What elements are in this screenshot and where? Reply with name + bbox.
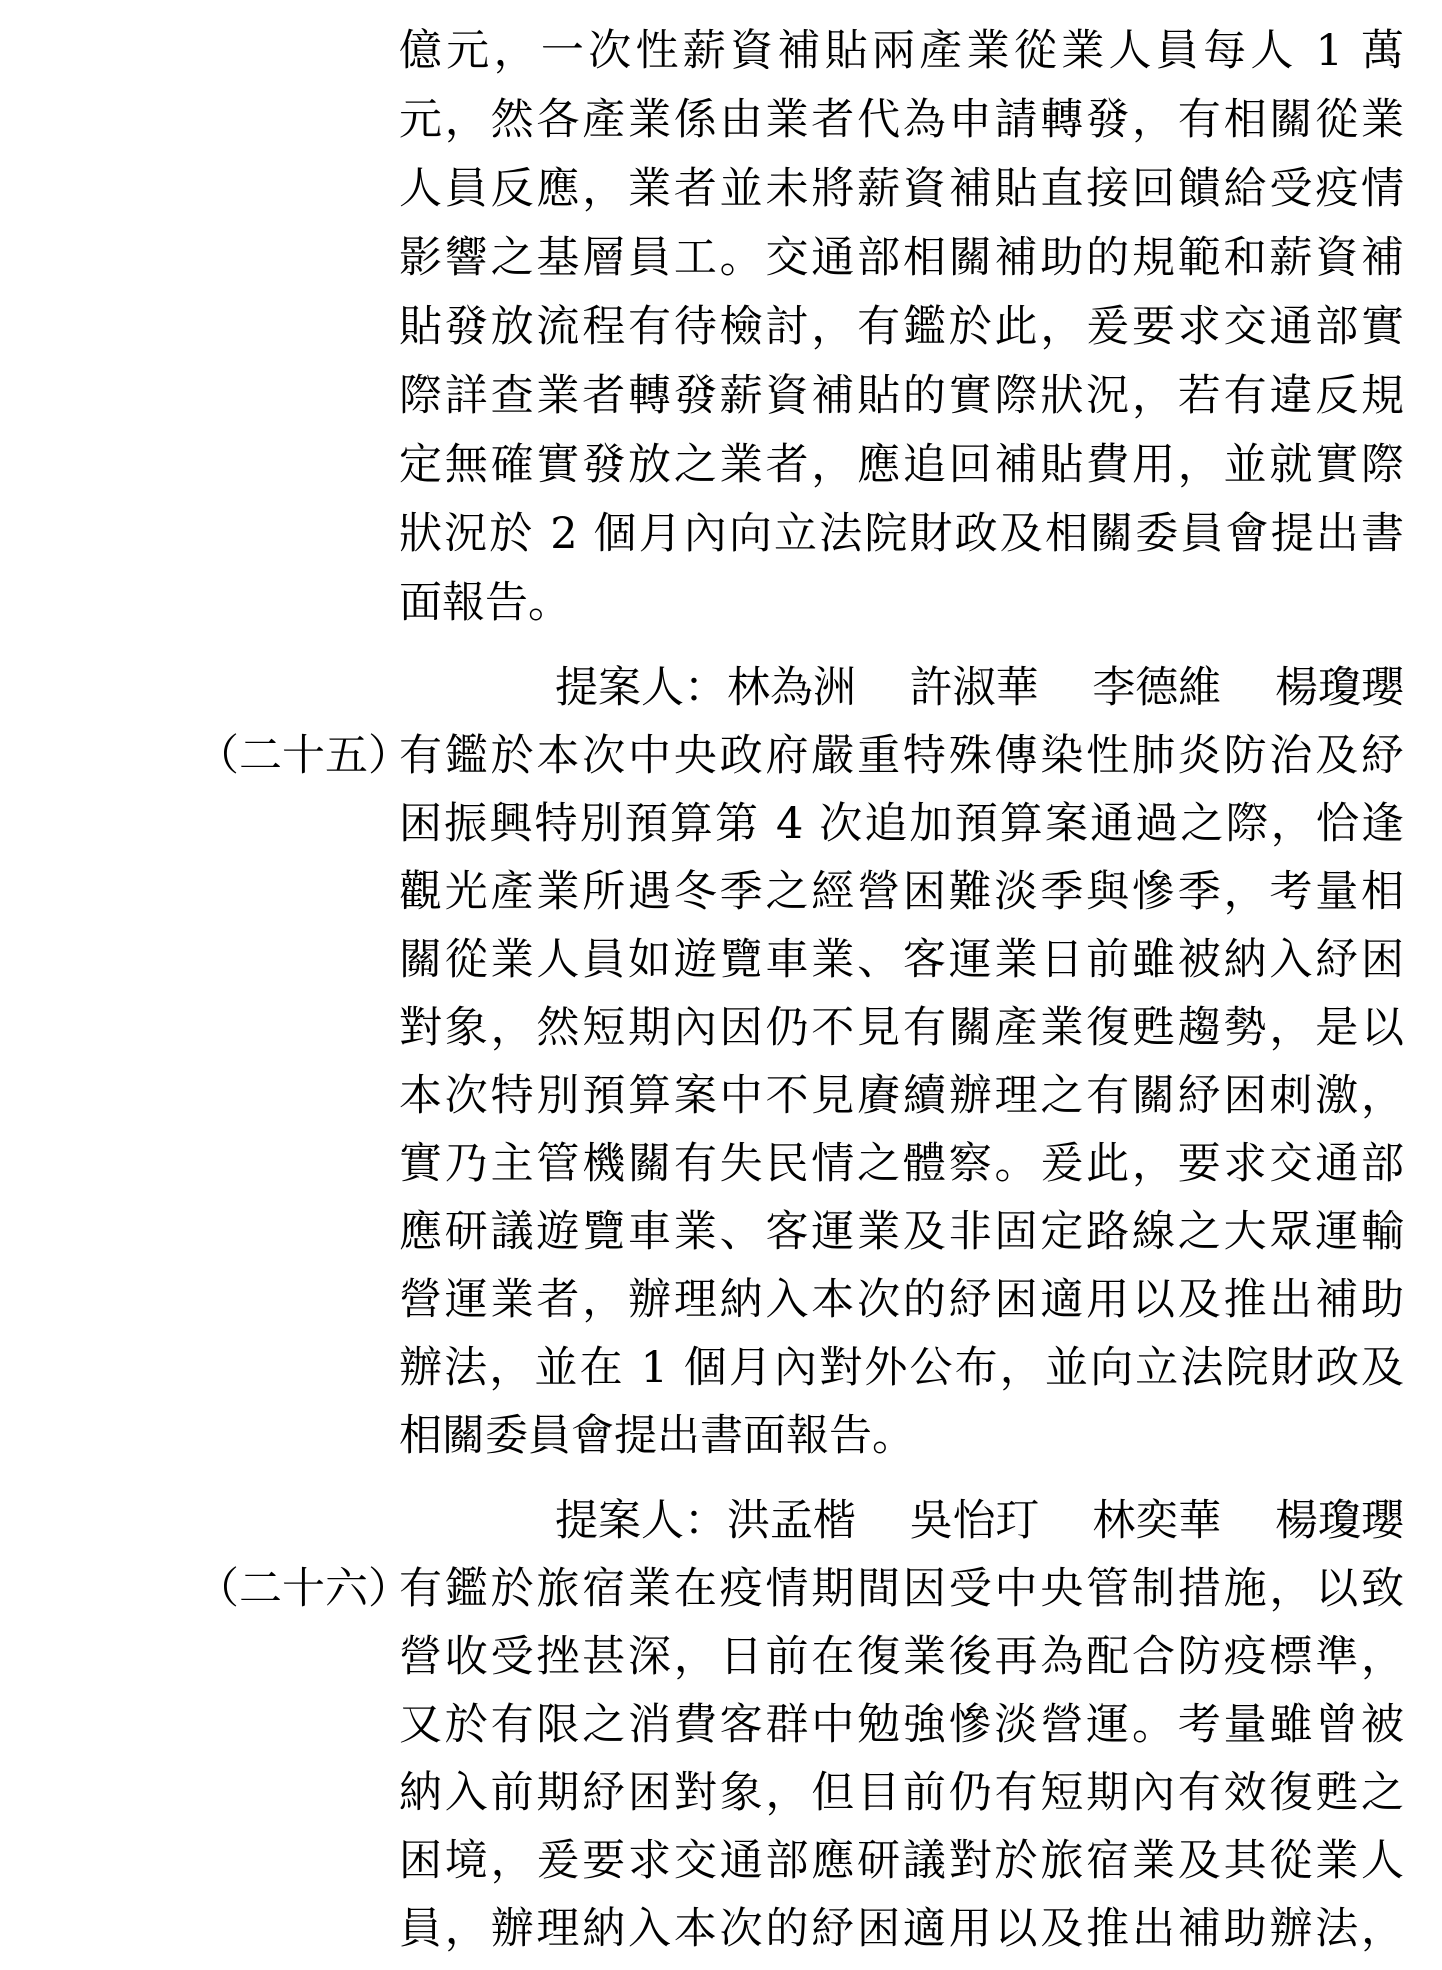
paragraph-line: 億元，一次性薪資補貼兩產業從業人員每人 1 萬 xyxy=(399,26,1404,76)
paragraph-line: 有鑑於本次中央政府嚴重特殊傳染性肺炎防治及紓 xyxy=(399,731,1404,781)
paragraph-line: 狀況於 2 個月內向立法院財政及相關委員會提出書 xyxy=(399,509,1404,559)
proposer-label: 提案人：洪孟楷 xyxy=(555,1496,856,1546)
paragraph-line: 影響之基層員工。交通部相關補助的規範和薪資補 xyxy=(399,233,1404,283)
paragraph-line: 又於有限之消費客群中勉強慘淡營運。考量雖曾被 xyxy=(399,1700,1404,1750)
paragraph-line: 納入前期紓困對象，但目前仍有短期內有效復甦之 xyxy=(399,1768,1404,1818)
paragraph-line: 員，辦理納入本次的紓困適用以及推出補助辦法， xyxy=(399,1904,1404,1954)
section-number: （二十五） xyxy=(196,731,411,781)
paragraph-line: 困境，爰要求交通部應研議對於旅宿業及其從業人 xyxy=(399,1836,1404,1886)
proposer-name: 李德維 xyxy=(1092,663,1222,713)
paragraph-line: 辦法，並在 1 個月內對外公布，並向立法院財政及 xyxy=(399,1343,1404,1393)
proposer-name: 吳怡玎 xyxy=(909,1496,1039,1546)
proposer-name: 楊瓊瓔 xyxy=(1274,1496,1404,1546)
paragraph-line: 營收受挫甚深，日前在復業後再為配合防疫標準， xyxy=(399,1632,1404,1682)
paragraph-line: 觀光產業所遇冬季之經營困難淡季與慘季，考量相 xyxy=(399,867,1404,917)
paragraph-line: 人員反應，業者並未將薪資補貼直接回饋給受疫情 xyxy=(399,164,1404,214)
paragraph-line: 關從業人員如遊覽車業、客運業日前雖被納入紓困 xyxy=(399,935,1404,985)
paragraph-line: 本次特別預算案中不見賡續辦理之有關紓困刺激， xyxy=(399,1071,1404,1121)
paragraph-line: 應研議遊覽車業、客運業及非固定路線之大眾運輸 xyxy=(399,1207,1404,1257)
paragraph-line: 有鑑於旅宿業在疫情期間因受中央管制措施，以致 xyxy=(399,1564,1404,1614)
proposer-name: 楊瓊瓔 xyxy=(1274,663,1404,713)
paragraph-line: 定無確實發放之業者，應追回補貼費用，並就實際 xyxy=(399,440,1404,490)
proposer-name: 林奕華 xyxy=(1092,1496,1222,1546)
paragraph-line: 對象，然短期內因仍不見有關產業復甦趨勢，是以 xyxy=(399,1003,1404,1053)
proposer-name: 許淑華 xyxy=(909,663,1039,713)
proposer-line xyxy=(555,1496,1404,1546)
paragraph-line: 元，然各產業係由業者代為申請轉發，有相關從業 xyxy=(399,95,1404,145)
paragraph-line: 際詳查業者轉發薪資補貼的實際狀況，若有違反規 xyxy=(399,371,1404,421)
paragraph-line: 貼發放流程有待檢討，有鑑於此，爰要求交通部實 xyxy=(399,302,1404,352)
paragraph-line: 困振興特別預算第 4 次追加預算案通過之際，恰逢 xyxy=(399,799,1404,849)
proposer-label: 提案人：林為洲 xyxy=(555,663,856,713)
proposer-line xyxy=(555,663,1404,713)
paragraph-line: 實乃主管機關有失民情之體察。爰此，要求交通部 xyxy=(399,1139,1404,1189)
paragraph-line: 相關委員會提出書面報告。 xyxy=(399,1411,915,1461)
section-number: （二十六） xyxy=(196,1564,411,1614)
paragraph-line: 面報告。 xyxy=(399,578,571,628)
paragraph-line: 營運業者，辦理納入本次的紓困適用以及推出補助 xyxy=(399,1275,1404,1325)
